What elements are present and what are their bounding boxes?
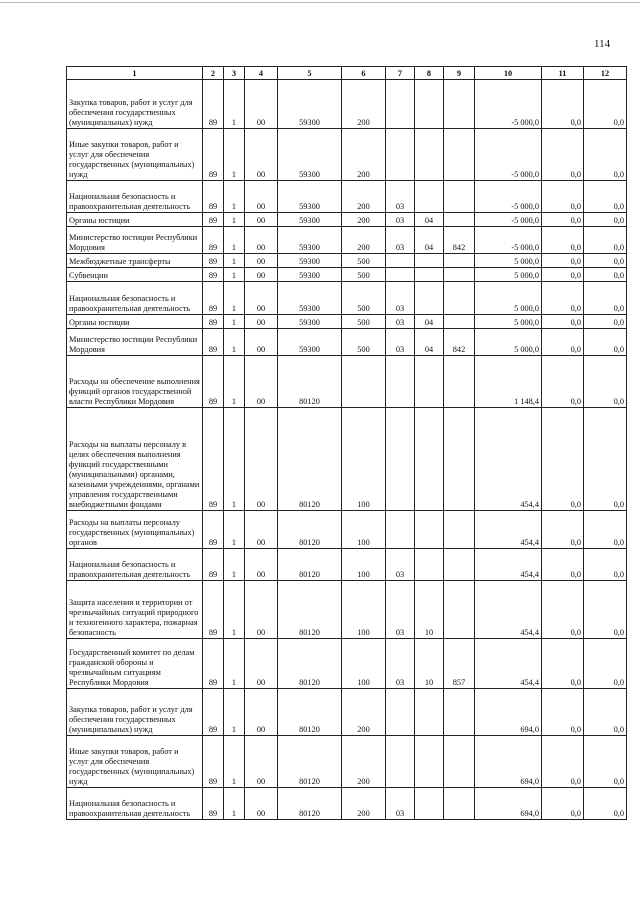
row-cell-col-9 [444, 129, 475, 181]
row-cell-col-2: 89 [203, 282, 224, 315]
row-cell-col-11: 0,0 [542, 282, 584, 315]
row-cell-col-10: 5 000,0 [475, 315, 542, 329]
row-cell-col-9 [444, 511, 475, 549]
row-cell-col-6 [342, 356, 386, 408]
row-cell-col-7 [386, 254, 415, 268]
row-cell-col-10: -5 000,0 [475, 227, 542, 254]
row-cell-col-5: 59300 [278, 181, 342, 213]
row-cell-col-3: 1 [224, 736, 245, 788]
table-header-row [67, 67, 627, 80]
row-cell-col-11: 0,0 [542, 581, 584, 639]
row-cell-col-6: 200 [342, 80, 386, 129]
row-cell-col-7 [386, 408, 415, 511]
row-cell-col-5: 59300 [278, 268, 342, 282]
table-row [67, 788, 627, 820]
row-cell-col-10: 1 148,4 [475, 356, 542, 408]
row-cell-col-6: 500 [342, 268, 386, 282]
row-cell-col-7: 03 [386, 315, 415, 329]
column-header-3: 3 [224, 67, 245, 80]
row-cell-col-8: 10 [415, 581, 444, 639]
row-cell-col-11: 0,0 [542, 639, 584, 689]
row-cell-col-8 [415, 268, 444, 282]
row-cell-col-2: 89 [203, 689, 224, 736]
row-cell-col-11: 0,0 [542, 227, 584, 254]
row-cell-col-5: 80120 [278, 639, 342, 689]
row-cell-col-7: 03 [386, 639, 415, 689]
row-cell-col-10: 694,0 [475, 689, 542, 736]
row-cell-col-7: 03 [386, 788, 415, 820]
row-cell-col-4: 00 [245, 80, 278, 129]
row-cell-col-7 [386, 80, 415, 129]
row-cell-col-11: 0,0 [542, 80, 584, 129]
row-cell-col-10: 454,4 [475, 581, 542, 639]
row-cell-col-3: 1 [224, 181, 245, 213]
row-cell-col-6: 200 [342, 129, 386, 181]
row-cell-col-8 [415, 788, 444, 820]
row-cell-col-7: 03 [386, 213, 415, 227]
row-cell-col-4: 00 [245, 129, 278, 181]
row-cell-col-8: 10 [415, 639, 444, 689]
row-name-cell: Межбюджетные трансферты [67, 254, 203, 268]
row-cell-col-12: 0,0 [584, 282, 627, 315]
row-cell-col-3: 1 [224, 639, 245, 689]
row-cell-col-2: 89 [203, 315, 224, 329]
row-cell-col-8 [415, 511, 444, 549]
row-cell-col-2: 89 [203, 329, 224, 356]
table-row [67, 213, 627, 227]
row-cell-col-2: 89 [203, 511, 224, 549]
row-cell-col-10: 694,0 [475, 736, 542, 788]
row-cell-col-6: 100 [342, 408, 386, 511]
row-name-cell: Министерство юстиции Республики Мордовия [67, 227, 203, 254]
row-name-cell: Расходы на выплаты персоналу государственных (муниципальных) органов [67, 511, 203, 549]
row-cell-col-9 [444, 408, 475, 511]
row-cell-col-4: 00 [245, 213, 278, 227]
row-cell-col-6: 500 [342, 254, 386, 268]
row-cell-col-12: 0,0 [584, 129, 627, 181]
table-row [67, 689, 627, 736]
row-cell-col-2: 89 [203, 581, 224, 639]
row-cell-col-4: 00 [245, 329, 278, 356]
column-header-8: 8 [415, 67, 444, 80]
row-cell-col-8 [415, 549, 444, 581]
row-cell-col-5: 80120 [278, 511, 342, 549]
row-cell-col-2: 89 [203, 549, 224, 581]
row-cell-col-4: 00 [245, 254, 278, 268]
row-cell-col-11: 0,0 [542, 511, 584, 549]
row-cell-col-3: 1 [224, 80, 245, 129]
row-cell-col-12: 0,0 [584, 689, 627, 736]
table-row [67, 549, 627, 581]
table-body [67, 80, 627, 820]
row-cell-col-7 [386, 511, 415, 549]
row-cell-col-6: 500 [342, 315, 386, 329]
row-cell-col-2: 89 [203, 408, 224, 511]
row-cell-col-8: 04 [415, 213, 444, 227]
row-cell-col-2: 89 [203, 356, 224, 408]
column-header-2: 2 [203, 67, 224, 80]
table-row [67, 80, 627, 129]
row-cell-col-12: 0,0 [584, 581, 627, 639]
table-row [67, 315, 627, 329]
row-cell-col-8 [415, 254, 444, 268]
row-name-cell: Расходы на выплаты персоналу в целях обеспечения выполнения функций государственными (муниципальными) органами, казенными учреждениями, органами управления государственными внебюджетными фондами [67, 408, 203, 511]
row-cell-col-6: 200 [342, 736, 386, 788]
table-row [67, 581, 627, 639]
row-cell-col-12: 0,0 [584, 227, 627, 254]
row-cell-col-8: 04 [415, 227, 444, 254]
scan-edge-line [0, 2, 640, 3]
row-cell-col-10: 5 000,0 [475, 268, 542, 282]
row-cell-col-4: 00 [245, 736, 278, 788]
row-cell-col-5: 80120 [278, 549, 342, 581]
row-cell-col-9 [444, 181, 475, 213]
row-cell-col-4: 00 [245, 689, 278, 736]
row-cell-col-6: 500 [342, 282, 386, 315]
row-cell-col-6: 100 [342, 549, 386, 581]
row-cell-col-6: 200 [342, 181, 386, 213]
row-cell-col-7 [386, 356, 415, 408]
row-cell-col-4: 00 [245, 581, 278, 639]
row-cell-col-11: 0,0 [542, 213, 584, 227]
row-cell-col-7: 03 [386, 181, 415, 213]
row-cell-col-12: 0,0 [584, 549, 627, 581]
row-cell-col-4: 00 [245, 315, 278, 329]
table-row [67, 181, 627, 213]
row-name-cell: Министерство юстиции Республики Мордовия [67, 329, 203, 356]
row-cell-col-5: 80120 [278, 581, 342, 639]
row-cell-col-12: 0,0 [584, 408, 627, 511]
row-cell-col-8 [415, 736, 444, 788]
row-cell-col-10: 454,4 [475, 408, 542, 511]
row-cell-col-3: 1 [224, 329, 245, 356]
row-name-cell: Иные закупки товаров, работ и услуг для обеспечения государственных (муниципальных) нужд [67, 736, 203, 788]
row-cell-col-12: 0,0 [584, 356, 627, 408]
row-name-cell: Расходы на обеспечение выполнения функций органов государственной власти Республики Мордовия [67, 356, 203, 408]
row-cell-col-3: 1 [224, 788, 245, 820]
row-cell-col-10: 454,4 [475, 511, 542, 549]
row-cell-col-12: 0,0 [584, 213, 627, 227]
row-cell-col-4: 00 [245, 181, 278, 213]
row-cell-col-12: 0,0 [584, 511, 627, 549]
row-cell-col-9: 857 [444, 639, 475, 689]
row-cell-col-12: 0,0 [584, 788, 627, 820]
page-number: 114 [594, 38, 611, 50]
row-name-cell: Национальная безопасность и правоохранительная деятельность [67, 181, 203, 213]
row-cell-col-3: 1 [224, 549, 245, 581]
row-cell-col-2: 89 [203, 80, 224, 129]
row-cell-col-12: 0,0 [584, 736, 627, 788]
row-cell-col-2: 89 [203, 227, 224, 254]
row-cell-col-11: 0,0 [542, 788, 584, 820]
row-cell-col-4: 00 [245, 408, 278, 511]
row-cell-col-3: 1 [224, 129, 245, 181]
row-name-cell: Национальная безопасность и правоохранительная деятельность [67, 282, 203, 315]
row-cell-col-3: 1 [224, 356, 245, 408]
row-cell-col-10: -5 000,0 [475, 181, 542, 213]
row-cell-col-4: 00 [245, 356, 278, 408]
row-cell-col-3: 1 [224, 315, 245, 329]
column-header-11: 11 [542, 67, 584, 80]
row-cell-col-10: -5 000,0 [475, 80, 542, 129]
row-cell-col-8 [415, 282, 444, 315]
table-row [67, 129, 627, 181]
column-header-9: 9 [444, 67, 475, 80]
row-cell-col-3: 1 [224, 268, 245, 282]
column-header-6: 6 [342, 67, 386, 80]
row-cell-col-8 [415, 80, 444, 129]
row-cell-col-5: 59300 [278, 80, 342, 129]
row-name-cell: Органы юстиции [67, 213, 203, 227]
row-cell-col-9 [444, 213, 475, 227]
row-cell-col-12: 0,0 [584, 181, 627, 213]
row-cell-col-6: 100 [342, 581, 386, 639]
row-cell-col-3: 1 [224, 689, 245, 736]
table-row [67, 356, 627, 408]
row-cell-col-8 [415, 129, 444, 181]
row-cell-col-11: 0,0 [542, 549, 584, 581]
row-cell-col-11: 0,0 [542, 268, 584, 282]
row-cell-col-5: 80120 [278, 408, 342, 511]
row-name-cell: Закупка товаров, работ и услуг для обеспечения государственных (муниципальных) нужд [67, 689, 203, 736]
row-cell-col-5: 80120 [278, 788, 342, 820]
row-cell-col-5: 59300 [278, 282, 342, 315]
row-cell-col-6: 200 [342, 213, 386, 227]
row-cell-col-10: 5 000,0 [475, 254, 542, 268]
row-cell-col-9 [444, 254, 475, 268]
row-cell-col-3: 1 [224, 581, 245, 639]
row-cell-col-9 [444, 689, 475, 736]
row-cell-col-4: 00 [245, 268, 278, 282]
row-cell-col-9 [444, 268, 475, 282]
row-cell-col-9 [444, 80, 475, 129]
row-cell-col-8: 04 [415, 329, 444, 356]
row-cell-col-2: 89 [203, 639, 224, 689]
row-cell-col-4: 00 [245, 227, 278, 254]
row-cell-col-2: 89 [203, 788, 224, 820]
row-cell-col-7 [386, 736, 415, 788]
row-name-cell: Национальная безопасность и правоохранительная деятельность [67, 788, 203, 820]
row-cell-col-8 [415, 408, 444, 511]
row-cell-col-12: 0,0 [584, 254, 627, 268]
row-cell-col-9 [444, 788, 475, 820]
row-cell-col-6: 200 [342, 788, 386, 820]
row-cell-col-12: 0,0 [584, 315, 627, 329]
table-row [67, 736, 627, 788]
row-cell-col-3: 1 [224, 213, 245, 227]
row-cell-col-11: 0,0 [542, 736, 584, 788]
row-cell-col-8: 04 [415, 315, 444, 329]
row-cell-col-8 [415, 181, 444, 213]
row-cell-col-5: 80120 [278, 689, 342, 736]
row-cell-col-12: 0,0 [584, 268, 627, 282]
row-cell-col-12: 0,0 [584, 329, 627, 356]
row-cell-col-5: 59300 [278, 129, 342, 181]
row-cell-col-7: 03 [386, 329, 415, 356]
row-cell-col-4: 00 [245, 549, 278, 581]
row-name-cell: Государственный комитет по делам гражданской обороны и чрезвычайным ситуациям Республики Мордовия [67, 639, 203, 689]
row-cell-col-9: 842 [444, 329, 475, 356]
row-cell-col-2: 89 [203, 736, 224, 788]
row-cell-col-5: 59300 [278, 227, 342, 254]
row-cell-col-6: 200 [342, 227, 386, 254]
row-cell-col-3: 1 [224, 408, 245, 511]
column-header-1: 1 [67, 67, 203, 80]
row-cell-col-10: 454,4 [475, 549, 542, 581]
column-header-7: 7 [386, 67, 415, 80]
row-name-cell: Защита населения и территории от чрезвычайных ситуаций природного и техногенного характера, пожарная безопасность [67, 581, 203, 639]
row-cell-col-3: 1 [224, 254, 245, 268]
row-cell-col-12: 0,0 [584, 639, 627, 689]
row-cell-col-11: 0,0 [542, 329, 584, 356]
row-cell-col-9 [444, 282, 475, 315]
table-row [67, 329, 627, 356]
row-cell-col-11: 0,0 [542, 408, 584, 511]
row-cell-col-10: -5 000,0 [475, 213, 542, 227]
row-cell-col-5: 80120 [278, 736, 342, 788]
row-cell-col-3: 1 [224, 511, 245, 549]
row-cell-col-10: 5 000,0 [475, 282, 542, 315]
table-row [67, 282, 627, 315]
row-name-cell: Закупка товаров, работ и услуг для обеспечения государственных (муниципальных) нужд [67, 80, 203, 129]
row-cell-col-6: 500 [342, 329, 386, 356]
table-row [67, 639, 627, 689]
row-cell-col-9 [444, 356, 475, 408]
row-cell-col-5: 59300 [278, 329, 342, 356]
row-cell-col-2: 89 [203, 254, 224, 268]
row-cell-col-9 [444, 736, 475, 788]
row-cell-col-4: 00 [245, 788, 278, 820]
row-cell-col-11: 0,0 [542, 689, 584, 736]
column-header-12: 12 [584, 67, 627, 80]
column-header-10: 10 [475, 67, 542, 80]
row-cell-col-3: 1 [224, 282, 245, 315]
row-name-cell: Субвенции [67, 268, 203, 282]
row-cell-col-9: 842 [444, 227, 475, 254]
row-cell-col-2: 89 [203, 213, 224, 227]
row-cell-col-9 [444, 315, 475, 329]
row-cell-col-7: 03 [386, 549, 415, 581]
row-cell-col-7: 03 [386, 581, 415, 639]
row-cell-col-11: 0,0 [542, 129, 584, 181]
row-cell-col-10: 454,4 [475, 639, 542, 689]
row-cell-col-4: 00 [245, 282, 278, 315]
table-row [67, 227, 627, 254]
row-cell-col-7: 03 [386, 282, 415, 315]
table-row [67, 511, 627, 549]
row-cell-col-10: -5 000,0 [475, 129, 542, 181]
row-cell-col-7: 03 [386, 227, 415, 254]
row-cell-col-11: 0,0 [542, 356, 584, 408]
row-name-cell: Иные закупки товаров, работ и услуг для обеспечения государственных (муниципальных) нужд [67, 129, 203, 181]
row-cell-col-9 [444, 581, 475, 639]
row-cell-col-6: 200 [342, 689, 386, 736]
table-row [67, 408, 627, 511]
row-cell-col-7 [386, 268, 415, 282]
row-cell-col-6: 100 [342, 639, 386, 689]
row-cell-col-5: 59300 [278, 315, 342, 329]
row-cell-col-10: 5 000,0 [475, 329, 542, 356]
row-name-cell: Органы юстиции [67, 315, 203, 329]
row-cell-col-8 [415, 356, 444, 408]
row-cell-col-7 [386, 129, 415, 181]
row-cell-col-8 [415, 689, 444, 736]
row-cell-col-12: 0,0 [584, 80, 627, 129]
column-header-5: 5 [278, 67, 342, 80]
column-header-4: 4 [245, 67, 278, 80]
row-cell-col-5: 59300 [278, 213, 342, 227]
row-cell-col-4: 00 [245, 639, 278, 689]
row-cell-col-11: 0,0 [542, 315, 584, 329]
budget-table [66, 66, 627, 820]
table-row [67, 268, 627, 282]
table-row [67, 254, 627, 268]
row-cell-col-11: 0,0 [542, 181, 584, 213]
row-cell-col-5: 80120 [278, 356, 342, 408]
row-cell-col-9 [444, 549, 475, 581]
row-cell-col-2: 89 [203, 181, 224, 213]
row-cell-col-11: 0,0 [542, 254, 584, 268]
row-cell-col-2: 89 [203, 129, 224, 181]
row-cell-col-2: 89 [203, 268, 224, 282]
row-cell-col-10: 694,0 [475, 788, 542, 820]
row-cell-col-5: 59300 [278, 254, 342, 268]
row-cell-col-6: 100 [342, 511, 386, 549]
row-cell-col-4: 00 [245, 511, 278, 549]
row-cell-col-7 [386, 689, 415, 736]
row-name-cell: Национальная безопасность и правоохранительная деятельность [67, 549, 203, 581]
row-cell-col-3: 1 [224, 227, 245, 254]
